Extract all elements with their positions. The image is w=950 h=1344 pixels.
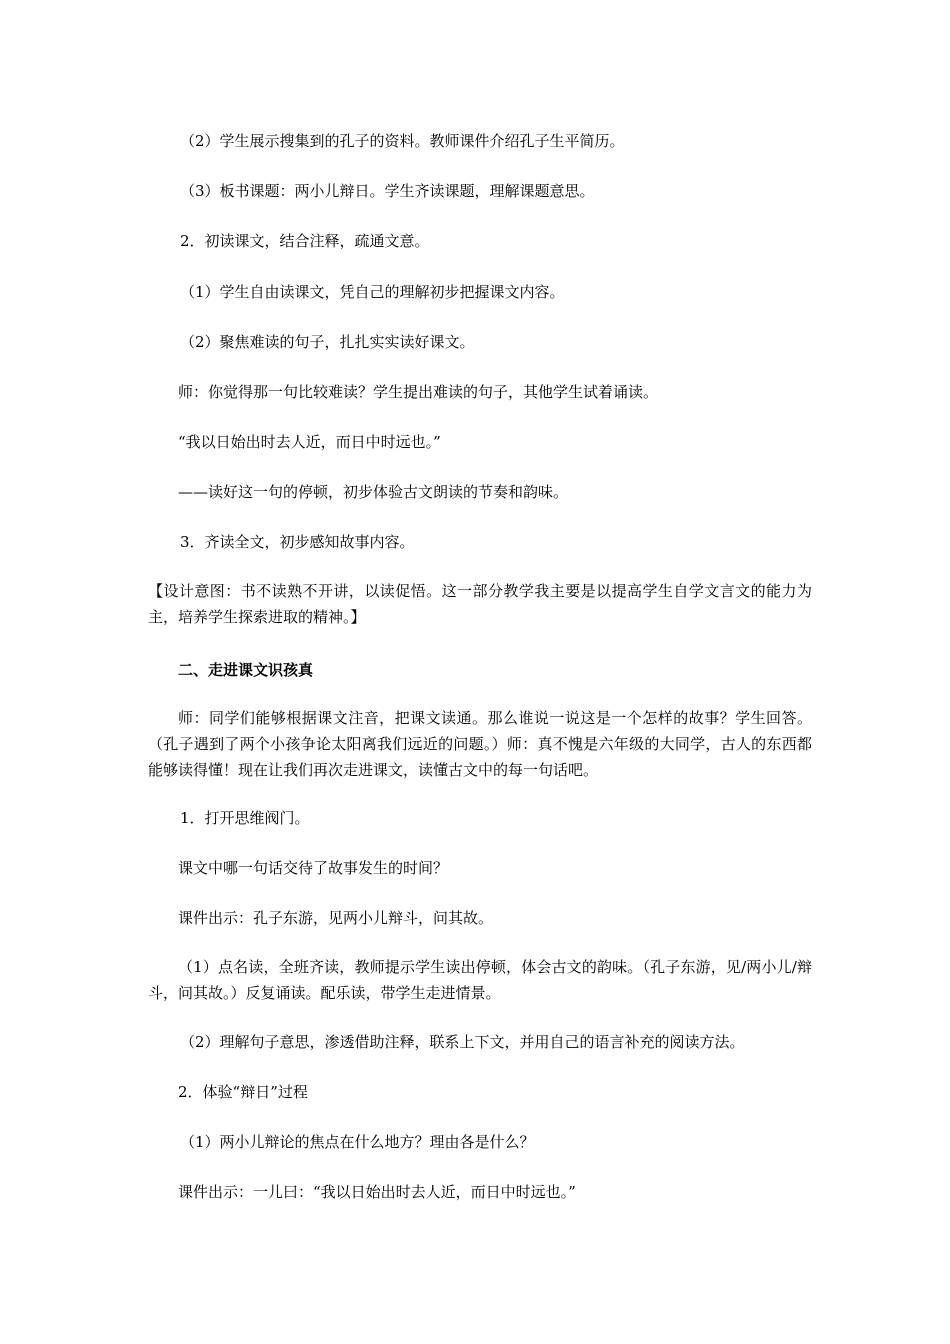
paragraph-9: 3．齐读全文，初步感知故事内容。 bbox=[180, 533, 415, 551]
paragraph-8: ——读好这一句的停顿，初步体验古文朗读的节奏和韵味。 bbox=[178, 483, 569, 501]
section-heading: 二、走进课文识孩真 bbox=[178, 661, 314, 679]
paragraph-20: 课件出示：一儿曰：“我以日始出时去人近，而日中时远也。” bbox=[178, 1183, 576, 1201]
paragraph-17: （2）理解句子意思，渗透借助注释，联系上下文，并用自己的语言补充的阅读方法。 bbox=[180, 1033, 745, 1051]
paragraph-12: 师：同学们能够根据课文注音，把课文读通。那么谁说一说这是一个怎样的故事？学生回答。（孔子遇到了两个小孩争论太阳离我们远近的问题。）师：真不愧是六年级的大同学，古人的东西都能够读得懂！现在让我们再次走进课文，读懂古文中的每一句话吧。 bbox=[148, 709, 812, 779]
paragraph-18: 2．体验“辩日”过程 bbox=[178, 1083, 308, 1101]
paragraph-4: （1）学生自由读课文，凭自己的理解初步把握课文内容。 bbox=[180, 283, 565, 301]
paragraph-3: 2．初读课文，结合注释，疏通文意。 bbox=[180, 232, 430, 250]
design-intent-paragraph: 【设计意图：书不读熟不开讲，以读促悟。这一部分教学我主要是以提高学生自学文言文的能力为主，培养学生探索进取的精神。】 bbox=[148, 582, 812, 626]
paragraph-19: （1）两小儿辩论的焦点在什么地方？理由各是什么？ bbox=[180, 1133, 535, 1151]
paragraph-16: （1）点名读，全班齐读，教师提示学生读出停顿，体会古文的韵味。（孔子东游，见/两小儿/辩斗，问其故。）反复诵读。配乐读，带学生走进情景。 bbox=[148, 958, 812, 1002]
paragraph-13: 1．打开思维阀门。 bbox=[180, 809, 310, 827]
paragraph-2: （3）板书课题：两小儿辩日。学生齐读课题，理解课题意思。 bbox=[180, 182, 595, 200]
quote-line: “我以日始出时去人近，而日中时远也。” bbox=[178, 433, 441, 451]
paragraph-15: 课件出示：孔子东游，见两小儿辩斗，问其故。 bbox=[178, 909, 494, 927]
paragraph-6: 师：你觉得那一句比较难读？学生提出难读的句子，其他学生试着诵读。 bbox=[178, 383, 659, 401]
paragraph-1: （2）学生展示搜集到的孔子的资料。教师课件介绍孔子生平简历。 bbox=[180, 132, 625, 150]
paragraph-5: （2）聚焦难读的句子，扎扎实实读好课文。 bbox=[180, 333, 475, 351]
paragraph-14: 课文中哪一句话交待了故事发生的时间？ bbox=[178, 859, 449, 877]
